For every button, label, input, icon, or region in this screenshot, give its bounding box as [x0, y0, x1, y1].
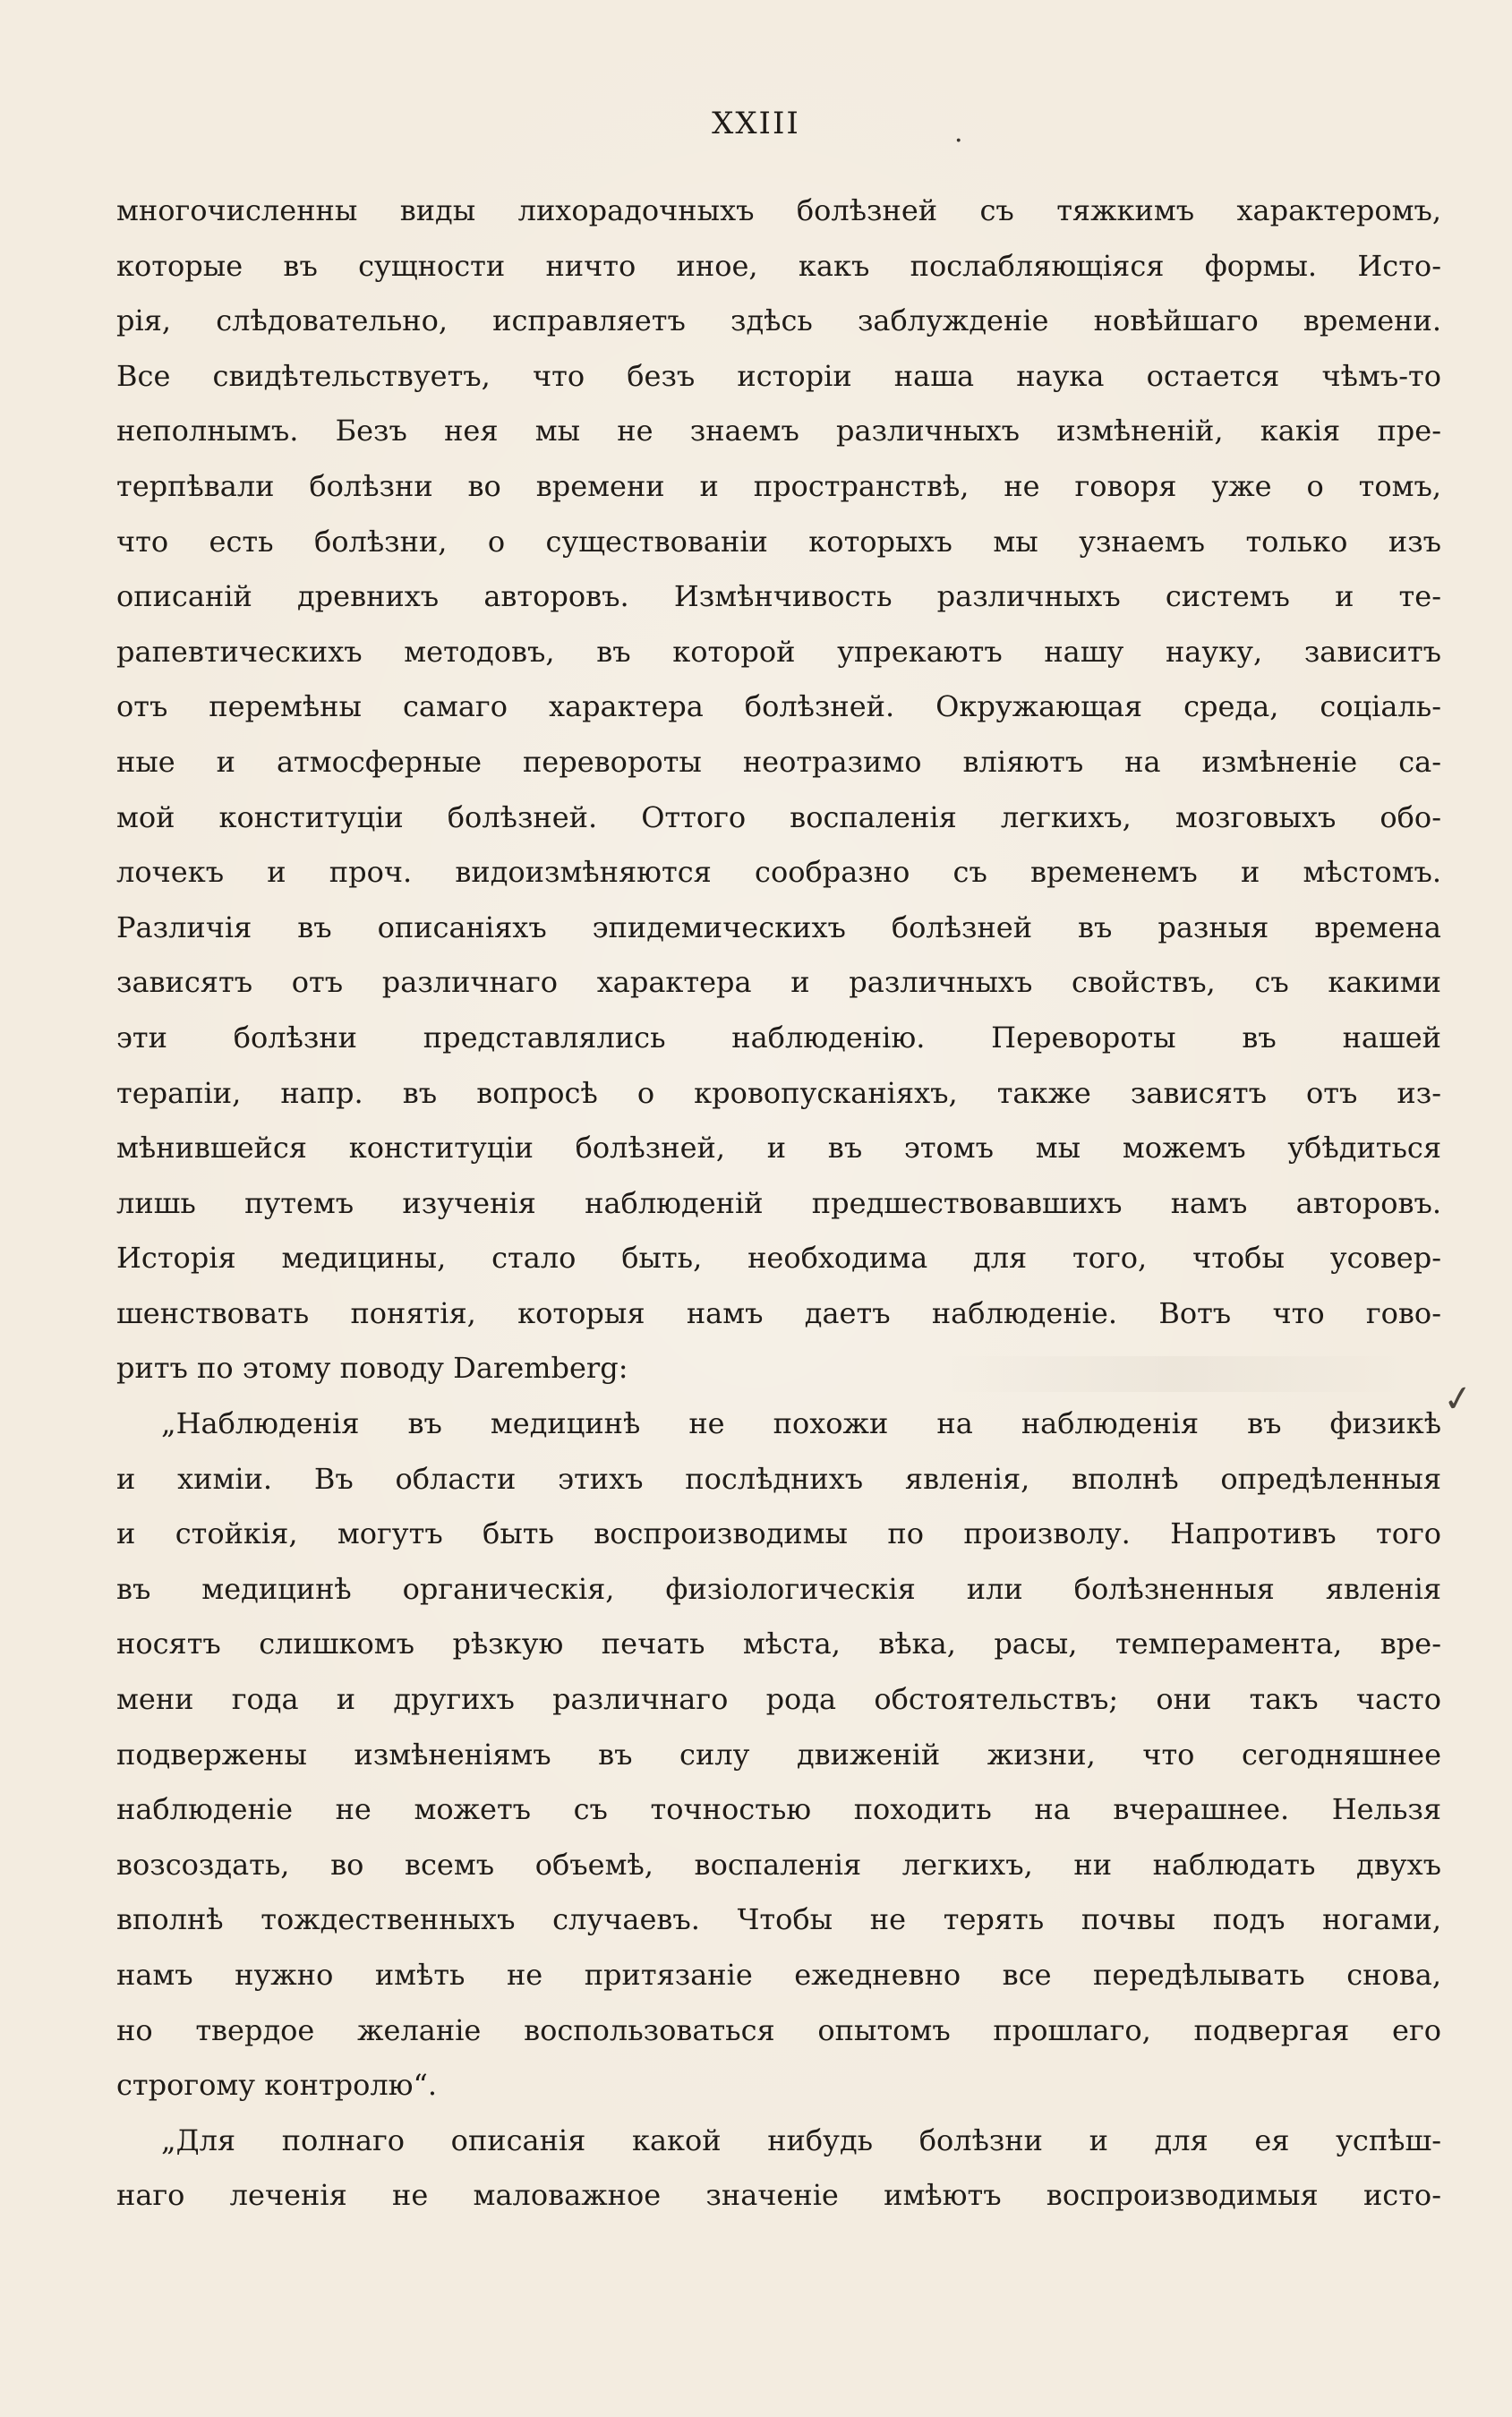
text-line: многочисленны виды лихорадочныхъ болѣзней съ тяжкимъ характеромъ,: [116, 193, 1441, 227]
text-line: лочекъ и проч. видоизмѣняются сообразно съ временемъ и мѣстомъ.: [116, 855, 1441, 890]
text-line: Исторія медицины, стало быть, необходима для того, чтобы усовер-: [116, 1241, 1441, 1276]
text-line: и стойкія, могутъ быть воспроизводимы по произволу. Напротивъ того: [116, 1516, 1441, 1551]
text-line: эти болѣзни представлялись наблюденію. Перевороты въ нашей: [116, 1020, 1441, 1055]
text-line: мени года и другихъ различнаго рода обстоятельствъ; они такъ часто: [116, 1682, 1441, 1717]
text-line: описаній древнихъ авторовъ. Измѣнчивость различныхъ системъ и те-: [116, 579, 1441, 614]
text-line: въ медицинѣ органическія, физіологическія или болѣзненныя явленія: [116, 1571, 1441, 1606]
text-line: вполнѣ тождественныхъ случаевъ. Чтобы не терять почвы подъ ногами,: [116, 1902, 1441, 1937]
text-line: рапевтическихъ методовъ, въ которой упрекаютъ нашу науку, зависитъ: [116, 634, 1441, 669]
text-line: неполнымъ. Безъ нея мы не знаемъ различныхъ измѣненій, какія пре-: [116, 414, 1441, 448]
text-line: Различія въ описаніяхъ эпидемическихъ болѣзней въ разныя времена: [116, 910, 1441, 944]
text-line: мой конституціи болѣзней. Оттого воспаленія легкихъ, мозговыхъ обо-: [116, 799, 1441, 834]
paragraph: [116, 1396, 1441, 2114]
text-line: „Наблюденія въ медицинѣ не похожи на наблюденія въ физикѣ: [161, 1406, 1441, 1441]
paragraph: [116, 184, 1441, 1396]
text-line: „Для полнаго описанія какой нибудь болѣзни и для ея успѣш-: [161, 2122, 1441, 2157]
text-line: терапіи, напр. въ вопросѣ о кровопусканіяхъ, также зависятъ отъ из-: [116, 1075, 1441, 1110]
text-line: намъ нужно имѣть не притязаніе ежедневно все передѣлывать снова,: [116, 1958, 1441, 1992]
page-number: XXIII: [712, 106, 800, 141]
text-line: отъ перемѣны самаго характера болѣзней. Окружающая среда, соціаль-: [116, 689, 1441, 724]
text-line: которые въ сущности ничто иное, какъ послабляющіяся формы. Исто-: [116, 248, 1441, 283]
text-line: лишь путемъ изученія наблюденій предшествовавшихъ намъ авторовъ.: [116, 1185, 1441, 1220]
body-text: [116, 184, 1441, 2224]
paragraph: [116, 2114, 1441, 2224]
text-line: но твердое желаніе воспользоваться опытомъ прошлаго, подвергая его: [116, 2012, 1441, 2047]
text-line: наблюденіе не можетъ съ точностью походить на вчерашнее. Нельзя: [116, 1792, 1441, 1827]
text-line: ные и атмосферные перевороты неотразимо вліяютъ на измѣненіе са-: [116, 744, 1441, 779]
text-line: что есть болѣзни, о существованіи которыхъ мы узнаемъ только изъ: [116, 524, 1441, 559]
text-line: носятъ слишкомъ рѣзкую печать мѣста, вѣка, расы, темперамента, вре-: [116, 1627, 1441, 1661]
text-line: мѣнившейся конституціи болѣзней, и въ этомъ мы можемъ убѣдиться: [116, 1131, 1441, 1166]
ink-mark: ·: [954, 125, 963, 157]
text-line: зависятъ отъ различнаго характера и различныхъ свойствъ, съ какими: [116, 965, 1441, 1000]
text-line: и химіи. Въ области этихъ послѣднихъ явленія, вполнѣ опредѣленныя: [116, 1461, 1441, 1496]
text-line: строгому контролю“.: [116, 2068, 438, 2103]
text-line: наго леченія не маловажное значеніе имѣютъ воспроизводимыя исто-: [116, 2178, 1441, 2213]
text-line: подвержены измѣненіямъ въ силу движеній жизни, что сегодняшнее: [116, 1737, 1441, 1772]
text-line: возсоздать, во всемъ объемѣ, воспаленія легкихъ, ни наблюдать двухъ: [116, 1847, 1441, 1882]
checkmark-icon: ✓: [1439, 1376, 1476, 1422]
text-line: Все свидѣтельствуетъ, что безъ исторіи наша наука остается чѣмъ-то: [116, 358, 1441, 393]
text-line: шенствовать понятія, которыя намъ даетъ наблюденіе. Вотъ что гово-: [116, 1295, 1441, 1330]
text-line: терпѣвали болѣзни во времени и пространствѣ, не говоря уже о томъ,: [116, 468, 1441, 503]
text-line: рія, слѣдовательно, исправляетъ здѣсь заблужденіе новѣйшаго времени.: [116, 303, 1441, 338]
text-line: ритъ по этому поводу Daremberg:: [116, 1351, 628, 1386]
